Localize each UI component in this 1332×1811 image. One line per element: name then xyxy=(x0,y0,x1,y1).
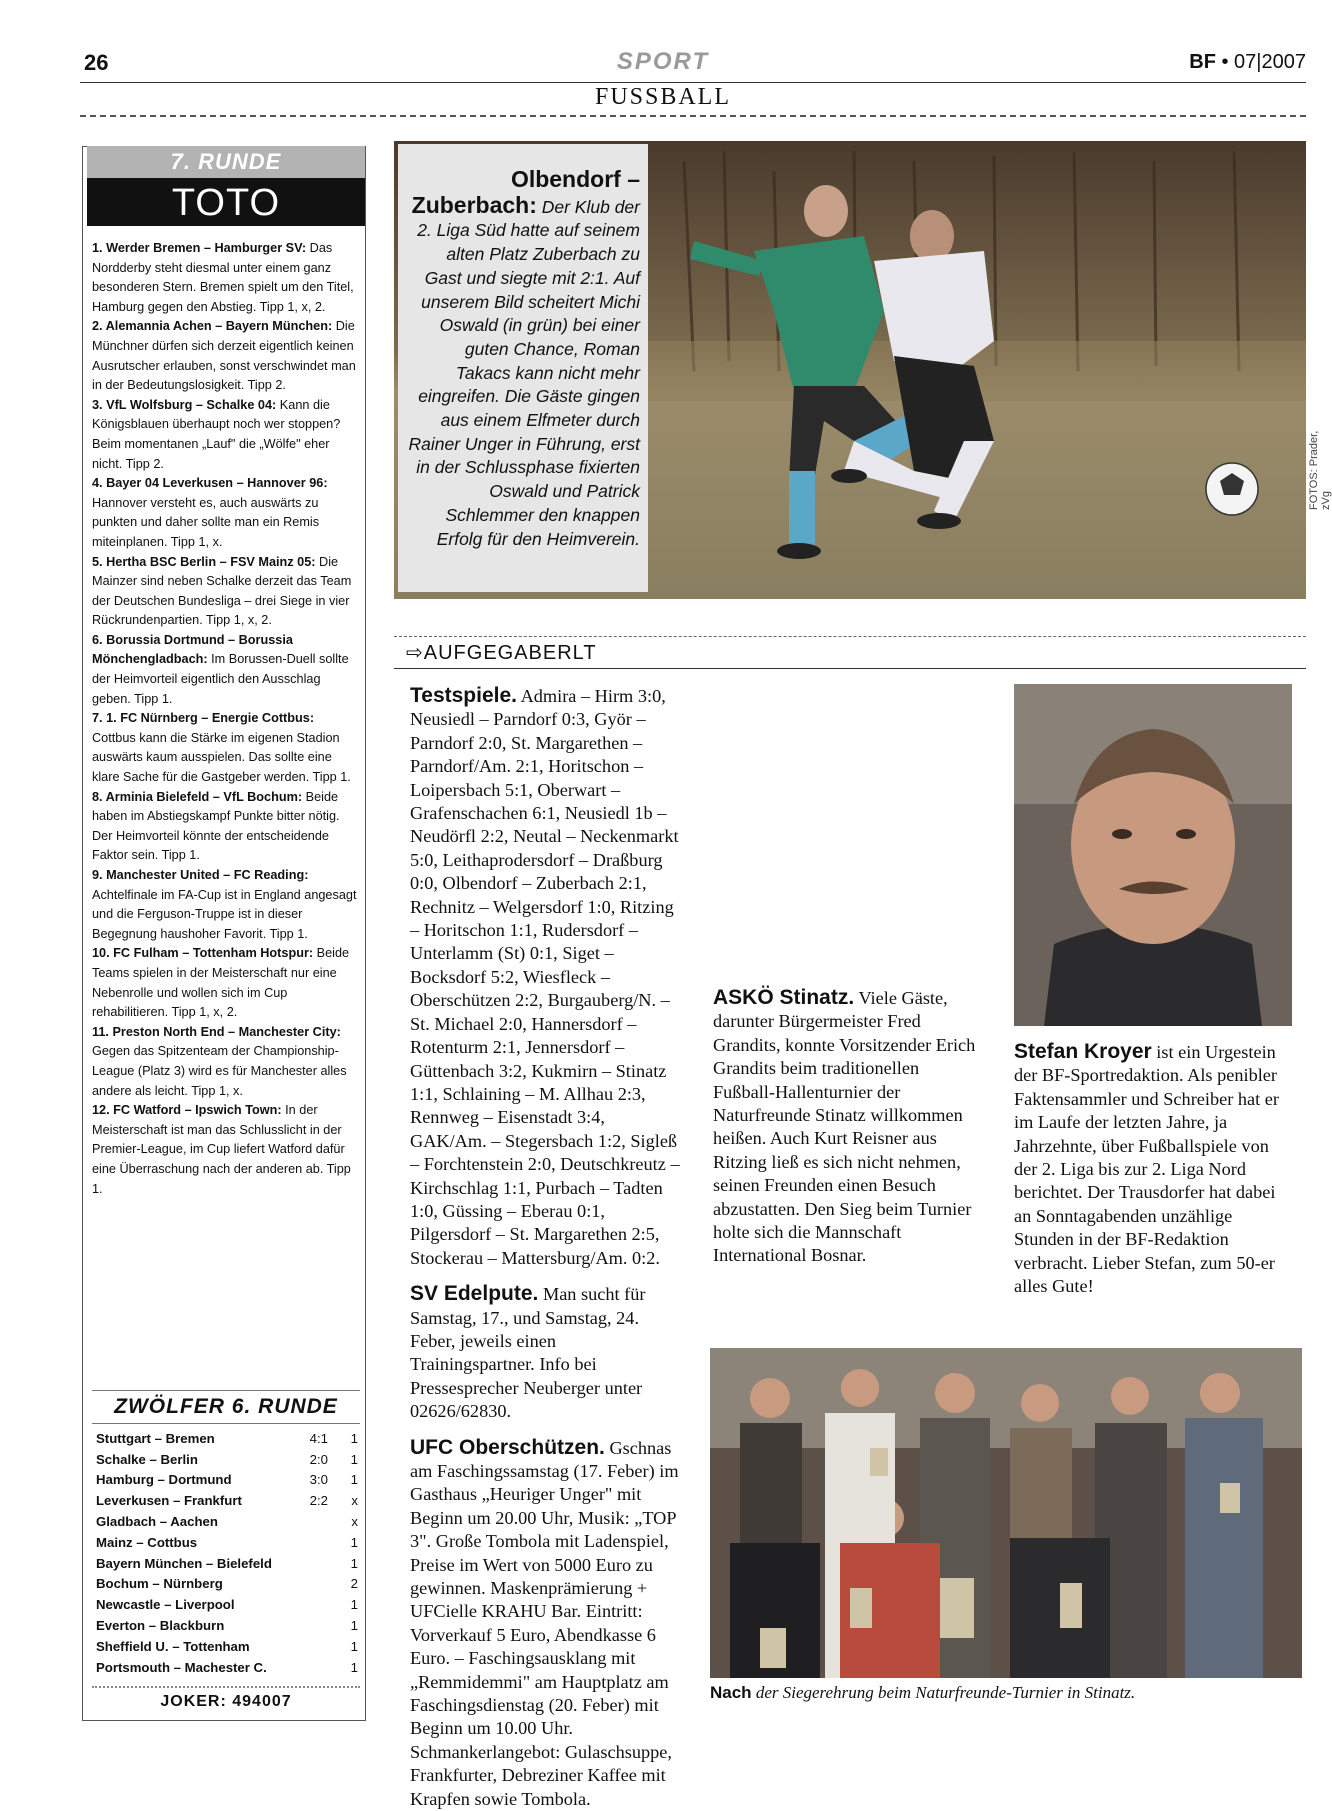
score-cell xyxy=(288,1636,328,1657)
joker-number: JOKER: 494007 xyxy=(160,1693,292,1710)
issue-number: • 07|2007 xyxy=(1221,51,1306,73)
item-text: Gschnas am Faschingssamstag (17. Feber) im Gasthaus „Heuriger Unger" mit Beginn um 20.00 Uhr, Musik: „TOP 3". Große Tombola mit Ladenspiel, Preise im Wert von 5000 Euro zu gewinnen. Maskenprämierung + UFCielle KRAHU Bar. Eintritt: Vorverkauf 5 Euro, Abendkasse 6 Euro. – Faschingsausklang mit „Remmidemmi" am Hauptplatz am Faschingsdienstag (20. Feber) mit Beginn um 10.00 Uhr. Schmankerlangebot: Gulaschsuppe, Frankfurter, Debreziner Kaffee mit Krapfen sowie Tombola. xyxy=(410,1437,679,1809)
score-cell xyxy=(288,1511,328,1532)
toto-tip xyxy=(92,866,360,944)
item-text: Man sucht für Samstag, 17., und Samstag, 24. Feber, jeweils einen Trainingspartner. Info bei Pressesprecher Neuberger unter 02626/62830. xyxy=(410,1284,646,1422)
toto-tip xyxy=(92,317,360,395)
toto-round-label: 7. RUNDE xyxy=(87,146,365,178)
news-column-3 xyxy=(1014,1040,1286,1298)
portrait-photo xyxy=(1014,684,1292,1026)
tip-text: Hannover versteht es, auch auswärts zu punkten und daher sollte man ein Remis miteinplanen. Tipp 1, x. xyxy=(92,495,320,549)
toto-tip xyxy=(92,239,360,317)
tip-match: 5. Hertha BSC Berlin – FSV Mainz 05: xyxy=(92,554,316,569)
match-cell: Bochum – Nürnberg xyxy=(96,1576,223,1592)
tip-cell: 2 xyxy=(350,1576,358,1592)
score-cell: 2:0 xyxy=(309,1451,328,1467)
table-row xyxy=(96,1532,358,1553)
tip-cell: 1 xyxy=(350,1555,358,1571)
toto-tip xyxy=(92,788,360,866)
item-headline: UFC Oberschützen. xyxy=(410,1435,605,1459)
aufgegaberlt-text: AUFGEGABERLT xyxy=(423,642,597,664)
tip-text: Achtelfinale im FA-Cup ist in England angesagt und die Ferguson-Truppe ist in dieser Begegnung haushoher Favorit. Tipp 1. xyxy=(92,887,357,941)
paper-abbr: BF xyxy=(1189,51,1216,73)
aufgegaberlt-label xyxy=(406,640,597,665)
tip-cell: 1 xyxy=(350,1472,358,1488)
tip-text: Das Nordderby steht diesmal unter einem ganz besonderen Stern. Bremen spielt um den Titel, Hamburg gegen den Abstieg. Tipp 1, x, 2. xyxy=(92,241,354,314)
table-row xyxy=(96,1657,358,1678)
score-cell xyxy=(288,1657,328,1678)
tip-match: 12. FC Watford – Ipswich Town: xyxy=(92,1103,282,1118)
header-dashed-rule xyxy=(80,115,1306,117)
tip-text: Cottbus kann die Stärke im eigenen Stadion auswärts kaum ausspielen. Das sollte eine klare Sache für die Gastgeber werden. Tipp 1. xyxy=(92,730,351,785)
askoe-item xyxy=(713,986,983,1268)
tip-match: 3. VfL Wolfsburg – Schalke 04: xyxy=(92,397,277,412)
toto-tip xyxy=(92,631,360,709)
match-cell: Leverkusen – Frankfurt xyxy=(96,1493,242,1509)
photo-caption xyxy=(408,168,640,551)
tip-text: Gegen das Spitzenteam der Championship-League (Platz 3) wird es für Manchester alles andere als leicht. Tipp 1, x. xyxy=(92,1044,347,1098)
tip-text: Beide haben im Abstiegskampf Punkte bitter nötig. Der Heimvorteil könnte der entscheidende Faktor sein. Tipp 1. xyxy=(92,789,340,863)
subsection-title: FUSSBALL xyxy=(594,84,732,110)
table-row xyxy=(96,1470,358,1491)
tip-match: 1. Werder Bremen – Hamburger SV: xyxy=(92,241,307,255)
tip-match: 4. Bayer 04 Leverkusen – Hannover 96: xyxy=(92,476,328,491)
item-text: Viele Gäste, darunter Bürgermeister Fred Grandits, konnte Vorsitzender Erich Grandits beim traditionellen Fußball-Hallenturnier der Naturfreunde Stinatz willkommen heißen. Auch Kurt Reisner aus Ritzing ließ es sich nicht nehmen, seinen Freunden einen Besuch abzustatten. Den Sieg beim Turnier holte sich die Mannschaft International Bosnar. xyxy=(713,988,976,1266)
match-cell: Gladbach – Aachen xyxy=(96,1514,218,1530)
tip-cell: 1 xyxy=(350,1534,358,1550)
toto-tip xyxy=(92,553,360,631)
toto-tip xyxy=(92,1101,360,1199)
match-cell: Everton – Blackburn xyxy=(96,1618,225,1634)
score-cell xyxy=(288,1594,328,1615)
tip-match: 2. Alemannia Achen – Bayern München: xyxy=(92,319,333,334)
ufc-item xyxy=(410,1436,682,1811)
toto-tip xyxy=(92,944,360,1022)
score-cell: 3:0 xyxy=(309,1472,328,1488)
match-cell: Schalke – Berlin xyxy=(96,1451,198,1467)
table-row xyxy=(96,1636,358,1657)
team-photo-graphic xyxy=(710,1348,1302,1678)
table-row xyxy=(96,1449,358,1470)
item-text: ist ein Urgestein der BF-Sportredaktion. Als penibler Faktensammler und Schreiber hat er im Laufe der letzten Jahre, ja Jahrzehnte, über Fußballspiele von der 2. Liga bis zur 2. Liga Nord berichtet. Der Trausdorfer hat dabei an Sonntagabenden unzählige Stunden in der BF-Redaktion verbracht. Lieber Stefan, zum 50-er alles Gute! xyxy=(1014,1042,1279,1297)
testspiele-item xyxy=(410,684,682,1270)
item-text: Admira – Hirm 3:0, Neusiedl – Parndorf 0:3, Györ – Parndorf 2:0, St. Margarethen – Parndorf/Am. 2:1, Horitschon – Loipersbach 5:1, Oberwart – Grafenschachen 6:1, Neusiedl 1b – Neudörfl 2:2, Neutal – Neckenmarkt 5:0, Leithaprodersdorf – Draßburg 0:0, Olbendorf – Zuberbach 2:1, Rechnitz – Welgersdorf 1:0, Ritzing – Horitschon 1:1, Rudersdorf – Unterlamm (St) 0:1, Siget – Bocksdorf 5:2, Wiesfleck – Oberschützen 2:2, Burgauberg/N. – St. Michael 2:0, Hannersdorf – Rotenturm 2:1, Jennersdorf – Güttenbach 3:2, Kukmirn – Stinatz 1:1, Schlaining – M. Allhau 2:3, Rennweg – Eisenstadt 3:4, GAK/Am. – Stegersbach 1:2, Sigleß – Forchtenstein 2:0, Deutschkreutz – Kirchschlag 1:1, Purbach – Tadten 1:0, Güssing – Eberau 0:1, Pilgersdorf – St. Margarethen 2:5, Stockerau – Mattersburg/Am. 0:2. xyxy=(410,686,680,1268)
portrait-graphic xyxy=(1014,684,1292,1026)
score-cell: 4:1 xyxy=(309,1430,328,1446)
toto-tip xyxy=(92,1023,360,1101)
table-row xyxy=(96,1428,358,1449)
team-photo-caption xyxy=(710,1683,1302,1703)
match-cell: Sheffield U. – Tottenham xyxy=(96,1638,250,1654)
item-headline: SV Edelpute. xyxy=(410,1282,539,1306)
match-cell: Mainz – Cottbus xyxy=(96,1534,198,1550)
team-photo xyxy=(710,1348,1302,1678)
tip-text: Im Borussen-Duell sollte der Heimvorteil eigentlich den Ausschlag geben. Tipp 1. xyxy=(92,652,349,706)
caption-headline: Olbendorf – Zuberbach: xyxy=(411,166,640,218)
table-row xyxy=(96,1615,358,1636)
arrow-right-icon: ⇨ xyxy=(406,642,424,664)
table-row xyxy=(96,1594,358,1615)
table-row xyxy=(96,1490,358,1511)
item-headline: Testspiele. xyxy=(410,684,517,707)
toto-tip xyxy=(92,396,360,474)
toto-title: TOTO xyxy=(87,178,365,226)
zwoelfer-title: ZWÖLFER 6. RUNDE xyxy=(92,1390,360,1424)
match-cell: Hamburg – Dortmund xyxy=(96,1472,232,1488)
tip-text: Beide Teams spielen in der Meisterschaft nur eine Nebenrolle und wollen sich im Cup rehabilitieren. Tipp 1, x, 2. xyxy=(92,946,350,1020)
table-row xyxy=(96,1553,358,1574)
match-cell: Newcastle – Liverpool xyxy=(96,1597,235,1613)
caption-lead: Nach xyxy=(710,1683,752,1702)
match-cell: Portsmouth – Machester C. xyxy=(96,1659,267,1675)
header-rule xyxy=(80,82,1306,83)
tip-cell: 1 xyxy=(350,1451,358,1467)
toto-tip xyxy=(92,709,360,787)
match-cell: Stuttgart – Bremen xyxy=(96,1430,215,1446)
score-cell xyxy=(288,1574,328,1595)
section-dashed-rule xyxy=(394,636,1306,637)
tip-cell: 1 xyxy=(350,1638,358,1654)
tip-cell: 1 xyxy=(350,1659,358,1675)
score-cell xyxy=(288,1553,328,1574)
tip-match: 11. Preston North End – Manchester City: xyxy=(92,1024,341,1039)
edelpute-item xyxy=(410,1282,682,1423)
caption-text: der Siegerehrung beim Naturfreunde-Turnier in Stinatz. xyxy=(755,1683,1136,1702)
tip-text: Die Mainzer sind neben Schalke derzeit das Team der Deutschen Bundesliga – drei Siege in vier Rückrundenpartien. Tipp 1, x, 2. xyxy=(92,554,352,628)
item-headline: Stefan Kroyer xyxy=(1014,1040,1152,1063)
section-rule xyxy=(394,668,1306,669)
kroyer-item xyxy=(1014,1040,1286,1298)
score-cell xyxy=(288,1532,328,1553)
tip-match: 8. Arminia Bielefeld – VfL Bochum: xyxy=(92,789,303,804)
item-headline: ASKÖ Stinatz. xyxy=(713,986,855,1009)
tip-cell: x xyxy=(351,1514,358,1530)
paper-issue xyxy=(1189,51,1306,74)
tip-match: 7. 1. FC Nürnberg – Energie Cottbus: xyxy=(92,711,315,726)
page-number: 26 xyxy=(84,50,109,75)
toto-tip xyxy=(92,474,360,552)
table-row xyxy=(96,1511,358,1532)
tip-text: Kann die Königsblauen überhaupt noch wer stoppen? Beim momentanen „Lauf" die „Wölfe" eher nicht. Tipp 2. xyxy=(92,397,341,471)
score-cell: 2:2 xyxy=(309,1493,328,1509)
tip-cell: 1 xyxy=(350,1430,358,1446)
tip-match: 10. FC Fulham – Tottenham Hotspur: xyxy=(92,946,314,961)
tip-cell: 1 xyxy=(350,1597,358,1613)
news-column-2 xyxy=(713,686,983,1268)
tip-text: Die Münchner dürfen sich derzeit eigentlich keinen Ausrutscher erlauben, sonst verschwindet man in der Bedeutungslosigkeit. Tipp 2. xyxy=(92,319,356,393)
zwoelfer-table xyxy=(96,1428,358,1678)
score-cell xyxy=(288,1615,328,1636)
tip-cell: x xyxy=(351,1493,358,1509)
tip-match: 6. Borussia Dortmund – Borussia Mönchengladbach: xyxy=(92,632,293,667)
tip-match: 9. Manchester United – FC Reading: xyxy=(92,868,309,882)
tip-text: In der Meisterschaft ist man das Schlusslicht in der Premier-League, im Cup liefert Watford dafür eine Überraschung nach der anderen ab. Tipp 1. xyxy=(92,1103,351,1196)
caption-text: Der Klub der 2. Liga Süd hatte auf seinem alten Platz Zuberbach zu Gast und siegte mit 2:1. Auf unserem Bild scheitert Michi Oswald (in grün) bei einer guten Chance, Roman Takacs kann nicht mehr eingreifen. Die Gäste gingen aus einem Elfmeter durch Rainer Unger in Führung, erst in der Schlussphase fixierten Oswald und Patrick Schlemmer den knappen Erfolg für den Heimverein. xyxy=(408,196,640,549)
toto-tip-list xyxy=(92,239,360,1199)
tip-cell: 1 xyxy=(350,1618,358,1634)
match-cell: Bayern München – Bielefeld xyxy=(96,1555,272,1571)
table-row xyxy=(96,1574,358,1595)
joker-divider xyxy=(92,1686,360,1688)
news-column-1 xyxy=(410,684,682,1811)
section-title: SPORT xyxy=(616,48,710,75)
photo-credit: FOTOS: Prader, zVg xyxy=(1308,430,1332,510)
